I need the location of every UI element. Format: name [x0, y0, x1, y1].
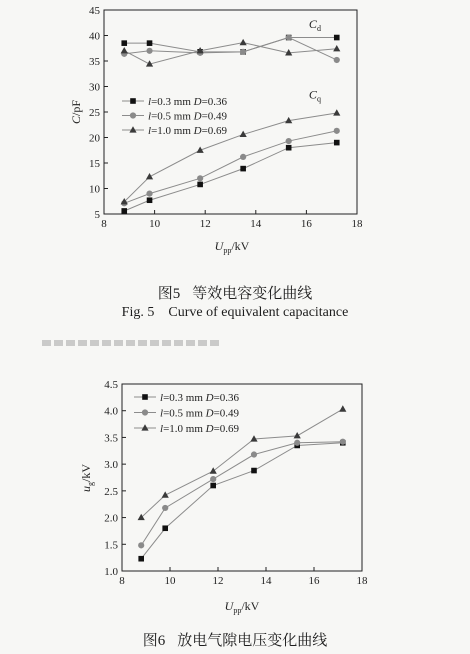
y-tick-label: 10	[89, 183, 100, 196]
ug-series-1-point	[251, 468, 257, 474]
cq-series-3-point	[333, 109, 340, 115]
cq-series-2-line	[124, 131, 337, 203]
y-tick-label: 3.0	[104, 459, 118, 472]
legend-marker-1	[130, 98, 136, 104]
cq-series-2-point	[240, 154, 246, 160]
y-tick-label: 35	[89, 56, 100, 68]
legend-label-1: l=0.3 mm D=0.36	[148, 96, 228, 108]
y-tick-label: 2.5	[104, 485, 118, 498]
ug-series-1-line	[141, 443, 343, 559]
figure5-caption-en	[0, 305, 470, 321]
legend-label-1: l=0.3 mm D=0.36	[160, 392, 240, 404]
cd-series-2-point	[286, 34, 292, 40]
cq-series-1-point	[286, 145, 292, 151]
x-tick-label: 8	[119, 575, 125, 587]
x-tick-label: 16	[308, 575, 320, 587]
cropped-text-line	[42, 340, 222, 346]
cd-series-3-point	[240, 39, 247, 45]
y-tick-label: 4.5	[104, 379, 118, 391]
y-tick-label: 5	[94, 209, 100, 221]
y-tick-label: 3.5	[104, 432, 118, 445]
x-tick-label: 16	[300, 218, 312, 230]
plot-frame	[122, 384, 362, 571]
ug-series-2-point	[138, 542, 144, 548]
y-tick-label: 25	[89, 107, 100, 119]
annotation-d: $C_d$	[308, 16, 321, 33]
y-tick-label: 45	[89, 5, 100, 17]
cq-series-2-point	[286, 138, 292, 144]
ug-series-3-point	[162, 491, 169, 497]
cd-series-1-point	[334, 35, 340, 41]
legend-label-3: l=1.0 mm D=0.69	[160, 423, 240, 435]
ug-series-3-point	[294, 432, 301, 438]
figure6-title-cn: 放电气隙电压变化曲线	[177, 633, 328, 649]
cd-series-1-point	[147, 40, 153, 46]
cd-series-3-point	[333, 45, 340, 51]
figure5-number-en: Fig. 5	[121, 305, 155, 320]
y-tick-label: 1.5	[104, 539, 118, 552]
figure6-caption-cn	[0, 629, 470, 650]
cq-series-1-point	[147, 197, 153, 203]
x-tick-label: 12	[212, 575, 224, 587]
y-tick-label: 4.0	[104, 405, 118, 418]
x-tick-label: 14	[250, 218, 262, 230]
cd-series-2-point	[146, 48, 152, 54]
cd-series-2-point	[240, 49, 246, 55]
cd-series-1-point	[121, 40, 127, 46]
figure6-plot	[0, 360, 470, 620]
figure5-chart	[0, 0, 470, 265]
cq-series-2-point	[197, 175, 203, 181]
figure5-title-en: Curve of equivalent capacitance	[168, 305, 349, 320]
figure5-caption-cn	[0, 282, 470, 303]
cq-series-2-point	[146, 191, 152, 197]
figure5-number-cn: 图5	[157, 286, 181, 302]
legend-marker-2	[130, 112, 136, 118]
ug-series-3-point	[339, 405, 346, 411]
figure5-title-cn: 等效电容变化曲线	[192, 286, 313, 302]
figure6-chart	[0, 360, 470, 620]
x-axis-label: $U_{pp}/kV$	[224, 599, 260, 615]
cd-series-2-line	[124, 38, 337, 60]
y-tick-label: 40	[89, 30, 100, 43]
legend-marker-3	[141, 424, 148, 430]
ug-series-1-point	[162, 525, 168, 531]
figure6-number-cn: 图6	[142, 633, 166, 649]
cd-series-2-point	[334, 57, 340, 63]
cq-series-1-point	[240, 166, 246, 172]
cq-series-2-point	[334, 128, 340, 134]
cd-series-3-line	[124, 43, 337, 64]
ug-series-2-point	[162, 505, 168, 511]
x-tick-label: 8	[101, 218, 107, 230]
ug-series-2-point	[294, 440, 300, 446]
legend-label-2: l=0.5 mm D=0.49	[148, 110, 228, 123]
x-tick-label: 10	[164, 575, 176, 587]
ug-series-1-point	[138, 556, 144, 562]
x-axis-label: $U_{pp}/kV$	[214, 239, 250, 255]
cd-series-3-point	[121, 47, 128, 53]
legend-label-2: l=0.5 mm D=0.49	[160, 407, 240, 420]
ug-series-2-line	[141, 442, 343, 546]
y-tick-label: 30	[89, 81, 100, 94]
cq-series-1-point	[197, 182, 203, 188]
legend-marker-2	[142, 409, 148, 415]
ug-series-2-point	[210, 476, 216, 482]
figure5-plot	[0, 0, 470, 265]
cq-series-1-point	[121, 208, 127, 214]
ug-series-1-point	[210, 483, 216, 489]
ug-series-3-point	[210, 467, 217, 473]
x-tick-label: 14	[260, 575, 272, 587]
y-tick-label: 2.0	[104, 512, 118, 525]
legend-marker-1	[142, 394, 148, 400]
x-tick-label: 18	[356, 575, 368, 587]
cq-series-3-point	[146, 173, 153, 179]
cq-series-1-point	[334, 140, 340, 146]
y-tick-label: 15	[89, 158, 100, 170]
annotation-q: $C_q$	[308, 87, 321, 104]
y-axis-label: C/pF	[69, 99, 83, 125]
x-tick-label: 10	[149, 218, 161, 230]
x-tick-label: 18	[351, 218, 363, 230]
x-tick-label: 12	[199, 218, 211, 230]
plot-frame	[104, 10, 357, 214]
ug-series-2-point	[251, 451, 257, 457]
y-axis-label: $u_g/kV$	[79, 464, 95, 492]
legend-marker-3	[129, 126, 136, 132]
y-tick-label: 1.0	[104, 566, 118, 578]
legend-label-3: l=1.0 mm D=0.69	[148, 125, 228, 137]
ug-series-2-point	[340, 439, 346, 445]
y-tick-label: 20	[89, 132, 100, 145]
cq-series-1-line	[124, 143, 337, 211]
